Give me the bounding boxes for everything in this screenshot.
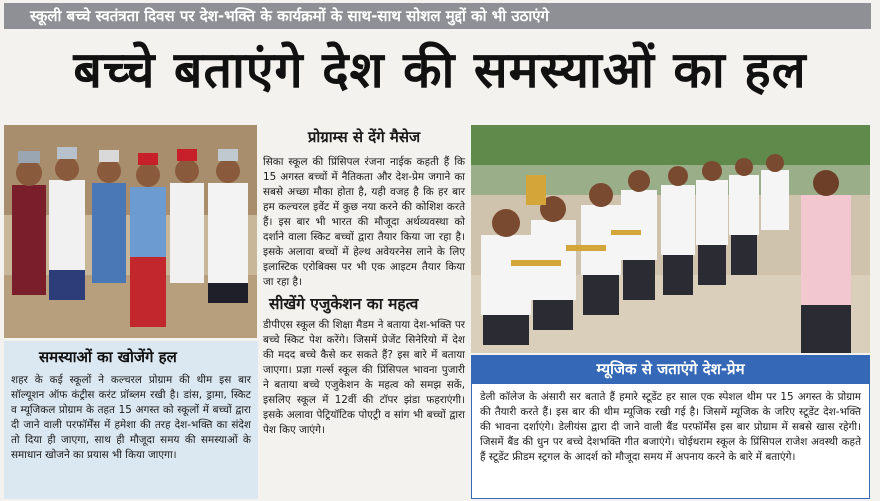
- photo-school-band: [471, 125, 870, 353]
- mid-story-body-2: डीपीएस स्कूल की शिक्षा मैडम ने बताया देश-भक्ति पर बच्चे स्किट पेश करेंगे। जिसमें प्रेजेंट सिनेरियो में देश की मदद बच्चे कैसे कर सकते हैं? इस बारे में बताया जाएगा। प्रज्ञा गर्ल्स स्कूल की प्रिंसिपल भावना पुजारी ने बताया बच्चे एजुकेशन के महत्व को समझ सकें, इसलिए स्कूल में 12वीं की टॉपर झंडा फहराएंगी। इसके अलावा पेट्रियॉटिक पोएट्री व सांग भी बच्चों द्वारा पेश किए जाएंगे।: [263, 319, 465, 436]
- mid-story-title-1: प्रोग्राम्स से देंगे मैसेज: [307, 128, 421, 146]
- right-story-title: म्यूजिक से जताएंगे देश-प्रेम: [471, 355, 870, 383]
- mid-story-title-2: सीखेंगे एजुकेशन का महत्व: [269, 295, 419, 313]
- kicker-strap: स्कूली बच्चे स्वतंत्रता दिवस पर देश-भक्ति के कार्यक्रमों के साथ-साथ सोशल मुद्दों को भी उठाएंगे: [4, 3, 871, 29]
- left-story-title: समस्याओं का खोजेंगे हल: [39, 348, 177, 366]
- right-story-box: [471, 383, 870, 499]
- mid-story-body-1: सिका स्कूल की प्रिंसिपल रंजना नाईक कहती हैं कि 15 अगस्त बच्चों में नैतिकता और देश-प्रेम जगाने का सबसे अच्छा मौका होता है, यही वजह है कि हर बार हम कल्चरल इवेंट में कुछ नया करने की कोशिश करते हैं। इस बार भी भारत की मौजूदा अर्थव्यवस्था को दर्शाने वाला स्किट बच्चों द्वारा तैयार किया जा रहा है। इसके अलावा बच्चों में हेल्थ अवेयरनेस लाने के लिए इलास्टिक एरोबिक्स पर भी एक आइटम तैयार किया जा रहा है।: [263, 156, 465, 288]
- right-story-body: डेली कॉलेज के अंसारी सर बताते हैं हमारे स्टूडेंट हर साल एक स्पेशल थीम पर 15 अगस्त के प्रोग्राम की तैयारी करते हैं। इस बार की थीम म्यूजिक रखी गई है। जिसमें म्यूजिक के जरिए स्टूडेंट देश-भक्ति की भावना दर्शाएंगे। डेलीयंस द्वारा दी जाने वाली बैंड परफॉर्मेंस इस बार प्रोग्राम में सबसे खास रहेगी। जिसमें बैंड की धुन पर बच्चे देशभक्ति गीत बजाएंगे। चोईथराम स्कूल के प्रिंसिपल राजेश अवस्थी कहते हैं स्टूडेंट फ्रीडम स्ट्रगल के आदर्श को मौजूदा समय में अपनाय करने के बारे में बताएंगे।: [480, 391, 861, 463]
- photo-girls-with-pots: [4, 125, 257, 338]
- headline: बच्चे बताएंगे देश की समस्याओं का हल: [73, 41, 807, 99]
- middle-column: [263, 125, 465, 499]
- left-story-body: शहर के कई स्कूलों ने कल्चरल प्रोग्राम की थीम इस बार सॉल्यूशन ऑफ कंट्रीस करंट प्रॉब्लम रखी है। डांस, ड्रामा, स्किट व म्यूजिकल प्रोग्राम के तहत 15 अगस्त को स्कूलों में बच्चों द्वारा दी जाने वाली परफॉर्मेंस में हमेशा की तरह देश-भक्ति का संदेश तो दिया ही जाएगा, साथ ही मौजूदा समय की समस्याओं के समाधान खोजने का प्रयास भी किया जाएगा।: [11, 374, 251, 461]
- left-story-box: [4, 341, 258, 499]
